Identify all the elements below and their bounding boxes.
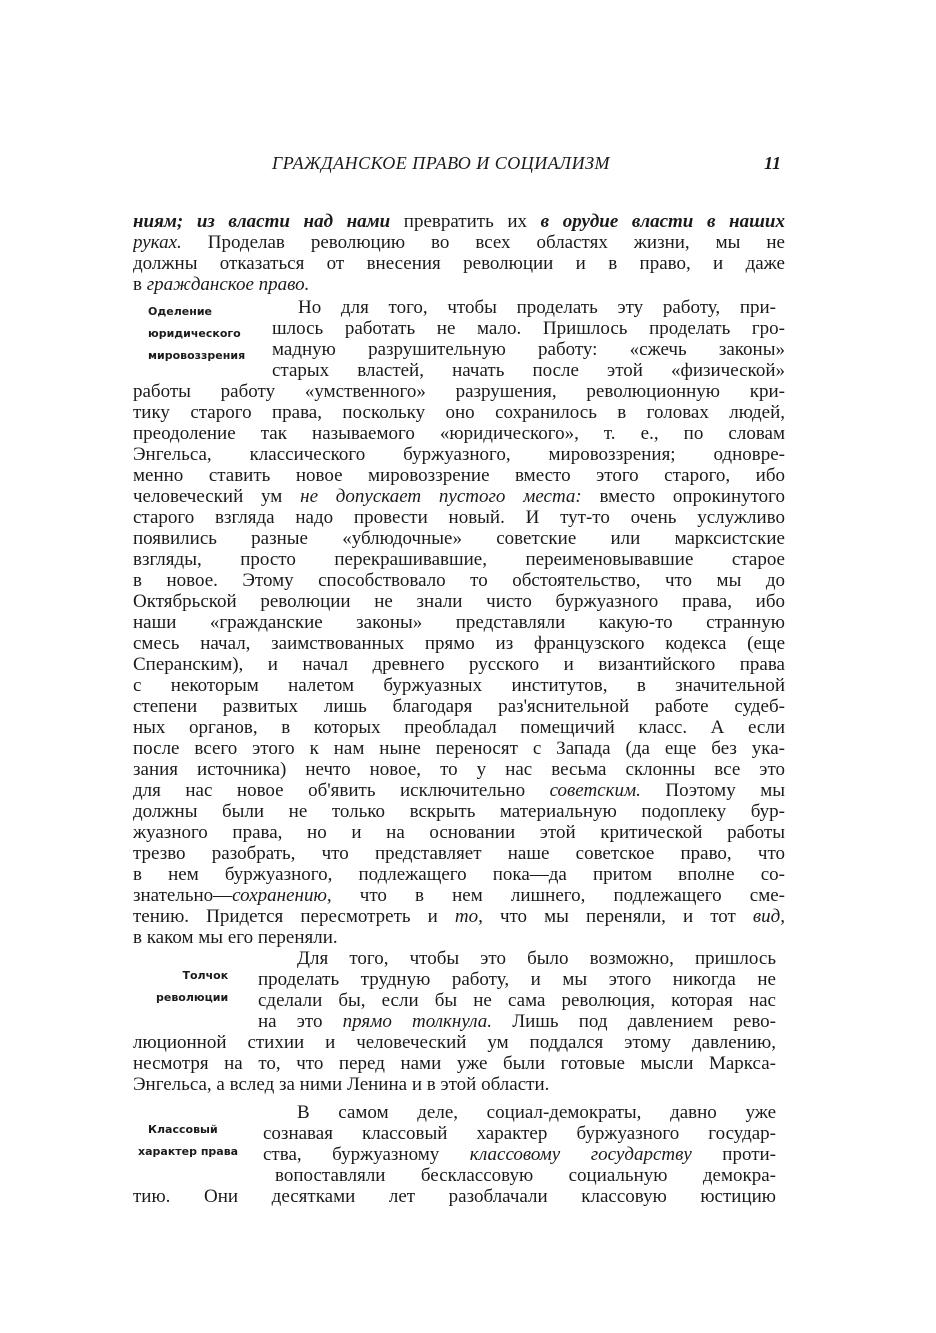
text-line: в каком мы его переняли. — [133, 927, 338, 948]
text-line: вопоставляли бесклассовую социальную демокра- — [275, 1165, 776, 1186]
text-line: Но для того, чтобы проделать эту работу, при- — [298, 297, 776, 318]
text-line: тию. Они десятками лет разоблачали классовую юстицию — [133, 1186, 776, 1207]
text-line: зания источника) нечто новое, то у нас весьма склонны все это — [133, 759, 785, 780]
text-line: Энгельса, а вслед за ними Ленина и в этой области. — [133, 1074, 550, 1095]
text-line: степени развитых лишь благодаря раз'яснительной работе судеб- — [133, 696, 785, 717]
text-line: ства, буржуазному классовому государству проти- — [263, 1144, 776, 1165]
text-line: наши «гражданские законы» представляли какую-то странную — [133, 612, 785, 633]
text-line: Для того, чтобы это было возможно, пришлось — [297, 948, 776, 969]
text-line: трезво разобрать, что представляет наше советское право, что — [133, 843, 785, 864]
text-line: старых властей, начать после этой «физической» — [272, 360, 785, 381]
text-line: шлось работать не мало. Пришлось проделать гро- — [272, 318, 785, 339]
text-line: Сперанским), и начал древнего русского и византийского права — [133, 654, 785, 675]
text-line: проделать трудную работу, и мы этого никогда не — [258, 969, 776, 990]
running-title: ГРАЖДАНСКОЕ ПРАВО И СОЦИАЛИЗМ — [272, 153, 610, 173]
text-line: мадную разрушительную работу: «сжечь законы» — [272, 339, 785, 360]
text-line: старого взгляда надо провести новый. И тут-то очень услужливо — [133, 507, 785, 528]
text-line: взгляды, просто перекрашивавшие, переименовывавшие старое — [133, 549, 785, 570]
margin-note-revolution-push: Толчок революции — [156, 969, 229, 1004]
text-line: ниям; из власти над нами превратить их в орудие власти в наших — [133, 211, 785, 232]
text-line: В самом деле, социал-демократы, давно уже — [297, 1102, 776, 1123]
text-line: руках. Проделав революцию во всех областях жизни, мы не — [133, 232, 785, 253]
text-line: несмотря на то, что перед нами уже были готовые мысли Маркса- — [133, 1053, 776, 1074]
margin-note-juridical-worldview: Оделение юридического мировоззрения — [148, 305, 246, 362]
text-line: люционной стихии и человеческий ум поддался этому давлению, — [133, 1032, 776, 1053]
text-line: должны отказаться от внесения революции и в право, и даже — [133, 253, 785, 274]
text-line: в гражданское право. — [133, 274, 310, 295]
text-line: знательно—сохранению, что в нем лишнего, подлежащего сме- — [133, 885, 785, 906]
margin-note-class-character: Классовый характер права — [138, 1123, 239, 1158]
text-line: работы работу «умственного» разрушения, революционную кри- — [133, 381, 785, 402]
text-line: сознавая классовый характер буржуазного государ- — [263, 1123, 776, 1144]
text-line: Энгельса, классического буржуазного, мировоззрения; одновре- — [133, 444, 785, 465]
page-number: 11 — [764, 153, 782, 173]
text-line: смесь начал, заимствованных прямо из французского кодекса (еще — [133, 633, 785, 654]
text-line: человеческий ум не допускает пустого места: вместо опрокинутого — [133, 486, 785, 507]
text-line: в нем буржуазного, подлежащего пока—да притом вполне со- — [133, 864, 785, 885]
text-line: с некоторым налетом буржуазных институтов, в значительной — [133, 675, 785, 696]
text-line: тению. Придется пересмотреть и то, что мы переняли, и тот вид, — [133, 906, 785, 927]
text-line: для нас новое об'явить исключительно советским. Поэтому мы — [133, 780, 785, 801]
text-line: в новое. Этому способствовало то обстоятельство, что мы до — [133, 570, 785, 591]
text-line: появились разные «ублюдочные» советские или марксистские — [133, 528, 785, 549]
text-line: жуазного права, но и на основании этой критической работы — [133, 822, 785, 843]
text-line: менно ставить новое мировоззрение вместо этого старого, ибо — [133, 465, 785, 486]
text-line: преодоление так называемого «юридического», т. е., по словам — [133, 423, 785, 444]
text-line: Октябрьской революции не знали чисто буржуазного права, ибо — [133, 591, 785, 612]
text-line: тику старого права, поскольку оно сохранилось в головах людей, — [133, 402, 785, 423]
text-line: должны были не только вскрыть материальную подоплеку бур- — [133, 801, 785, 822]
text-line: ных органов, в которых преобладал помещичий класс. А если — [133, 717, 785, 738]
text-line: на это прямо толкнула. Лишь под давлением рево- — [258, 1011, 776, 1032]
text-line: сделали бы, если бы не сама революция, которая нас — [258, 990, 776, 1011]
text-line: после всего этого к нам ныне переносят с Запада (да еще без ука- — [133, 738, 785, 759]
